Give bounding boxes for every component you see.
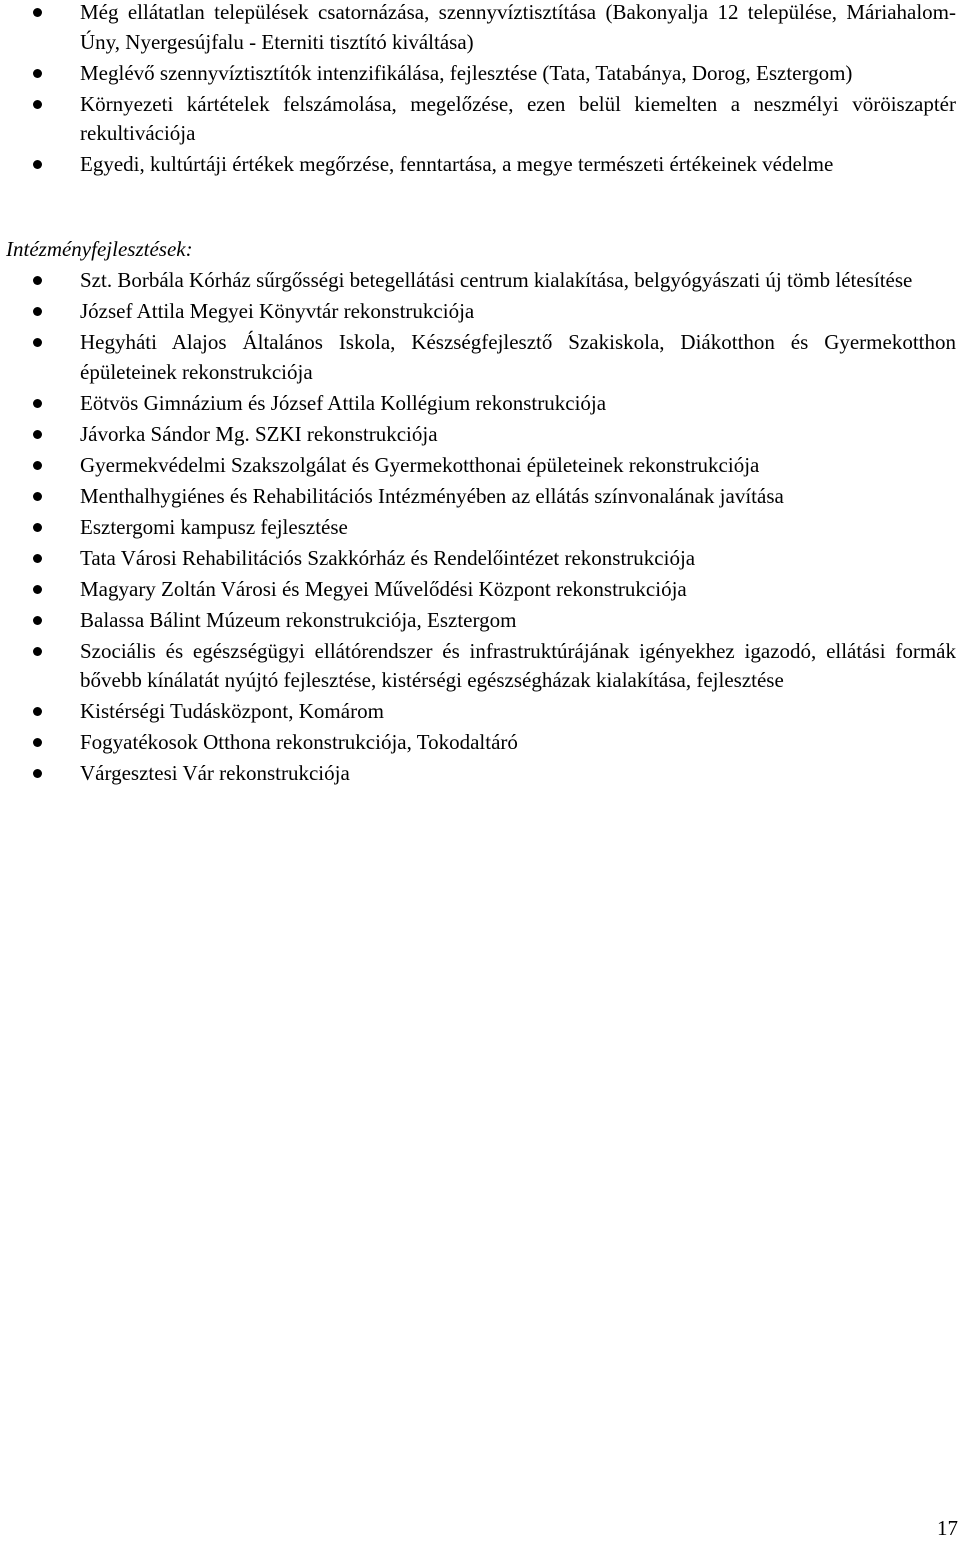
list-item-text: Szt. Borbála Kórház sűrgősségi betegellátási centrum kialakítása, belgyógyászati új tömb létesítése — [80, 268, 913, 292]
list-item — [0, 266, 958, 296]
list-item-text: Menthalhygiénes és Rehabilitációs Intézményében az ellátás színvonalának javítása — [80, 483, 784, 508]
list-item-text: Várgesztesi Vár rekonstrukciója — [80, 761, 350, 785]
list-item-text: Jávorka Sándor Mg. SZKI rekonstrukciója — [80, 421, 438, 446]
list-item — [0, 0, 958, 57]
bullet-list-institutions — [0, 266, 958, 790]
list-item-text: Környezeti kártételek felszámolása, megelőzése, ezen belül kiemelten a neszmélyi vöröiszaptér rekultivációja — [80, 91, 956, 145]
list-item — [0, 575, 958, 605]
list-item — [0, 451, 958, 481]
list-item — [0, 150, 958, 180]
list-item — [0, 389, 958, 419]
list-item — [0, 90, 958, 149]
list-item — [0, 297, 958, 327]
list-item-text: Szociális és egészségügyi ellátórendszer és infrastruktúrájának igényekhez igazodó, ellátási formák bővebb kínálatát nyújtó fejlesztése, kistérségi egészségházak kialakítása, fejlesztése — [80, 638, 956, 692]
list-item — [0, 328, 958, 387]
list-item-text: Gyermekvédelmi Szakszolgálat és Gyermekotthonai épületeinek rekonstrukciója — [80, 452, 760, 477]
list-item-text: Meglévő szennyvíztisztítók intenzifikálása, fejlesztése (Tata, Tatabánya, Dorog, Esztergom) — [80, 60, 853, 85]
list-item-text: Tata Városi Rehabilitációs Szakkórház és Rendelőintézet rekonstrukciója — [80, 545, 696, 570]
bullet-list-projects — [0, 0, 958, 181]
list-item — [0, 637, 958, 696]
list-item — [0, 513, 958, 543]
list-item-text: Egyedi, kultúrtáji értékek megőrzése, fenntartása, a megye természeti értékeinek védelme — [80, 152, 834, 176]
list-item — [0, 482, 958, 512]
list-item — [0, 420, 958, 450]
list-item — [0, 759, 958, 789]
list-item-text: Eötvös Gimnázium és József Attila Kollégium rekonstrukciója — [80, 390, 607, 415]
section-heading: Intézményfejlesztések: — [6, 237, 193, 261]
list-item-text: Magyary Zoltán Városi és Megyei Művelődési Központ rekonstrukciója — [80, 576, 687, 601]
list-item-text: Fogyatékosok Otthona rekonstrukciója, Tokodaltáró — [80, 730, 518, 754]
list-item-text: Még ellátatlan települések csatornázása, szennyvíztisztítása (Bakonyalja 12 települése, Máriahalom-Úny, Nyergesújfalu - Eterniti tisztító kiváltása) — [80, 0, 956, 54]
list-item — [0, 59, 958, 89]
list-item-text: Balassa Bálint Múzeum rekonstrukciója, Esztergom — [80, 607, 517, 632]
list-item-text: Hegyháti Alajos Általános Iskola, Készségfejlesztő Szakiskola, Diákotthon és Gyermekotthon épületeinek rekonstrukciója — [80, 330, 956, 384]
list-item-text: Kistérségi Tudásközpont, Komárom — [80, 699, 384, 723]
list-item-text: József Attila Megyei Könyvtár rekonstrukciója — [80, 299, 475, 323]
list-item — [0, 728, 958, 758]
list-item — [0, 544, 958, 574]
list-item — [0, 606, 958, 636]
list-item-text: Esztergomi kampusz fejlesztése — [80, 514, 348, 539]
page-number: 17 — [937, 1516, 958, 1540]
list-item — [0, 697, 958, 727]
